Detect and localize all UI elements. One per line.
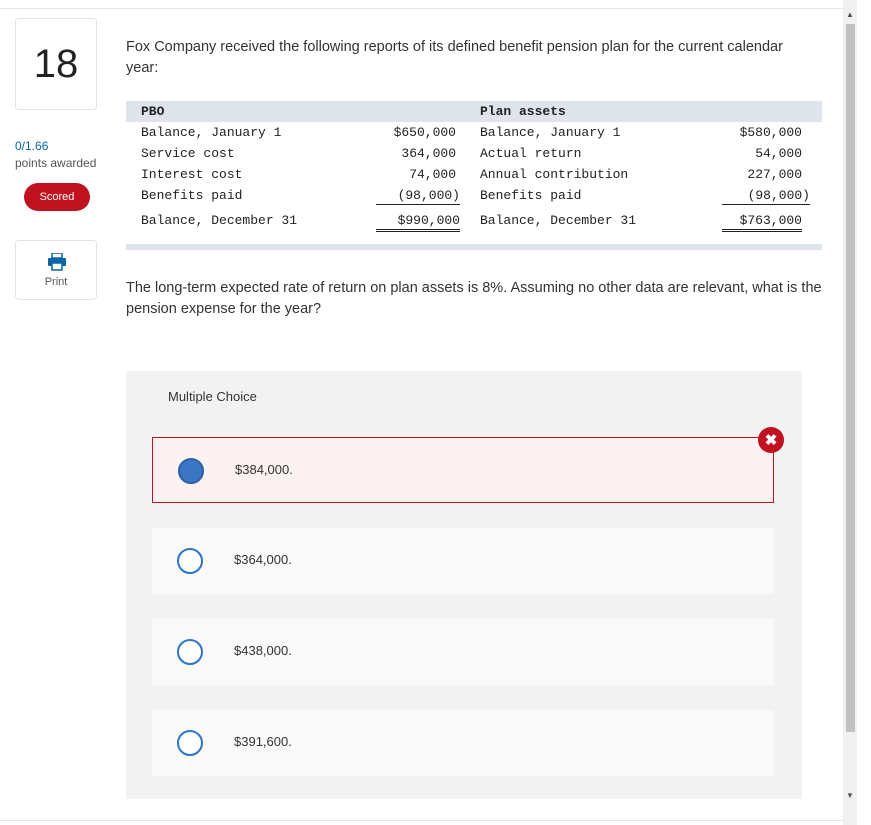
printer-icon: [47, 253, 67, 271]
pbo-row-value: $990,000: [376, 213, 460, 232]
pension-table: [126, 101, 822, 250]
scored-badge: Scored: [24, 183, 90, 211]
pbo-header: PBO: [141, 104, 165, 119]
answer-option-text: $438,000.: [234, 643, 292, 658]
radio-button[interactable]: [177, 730, 203, 756]
assets-row-label: Annual contribution: [480, 167, 629, 182]
top-divider: [0, 8, 843, 9]
pbo-row-value: 364,000: [401, 146, 456, 161]
print-label: Print: [44, 276, 68, 288]
pbo-row-value: $650,000: [393, 125, 456, 140]
assets-row-label: Balance, January 1: [480, 125, 621, 140]
answer-option-text: $391,600.: [234, 734, 292, 749]
plan-assets-header: Plan assets: [480, 104, 566, 119]
answer-option-text: $364,000.: [234, 552, 292, 567]
pbo-row-label: Service cost: [141, 146, 235, 161]
x-icon: ✖: [758, 427, 784, 453]
points-value: 0/1.66: [15, 139, 49, 153]
pbo-row-value: (98,000): [376, 188, 460, 205]
table-footer-bar: [126, 244, 822, 250]
assets-row-label: Benefits paid: [480, 188, 582, 203]
assets-row-label: Actual return: [480, 146, 582, 161]
points-label: points awarded: [15, 156, 97, 170]
multiple-choice-panel: [126, 371, 802, 799]
bottom-divider: [0, 820, 843, 821]
answer-option[interactable]: [152, 528, 774, 594]
pbo-row-label: Interest cost: [141, 167, 243, 182]
pbo-row-label: Balance, December 31: [141, 213, 298, 228]
pbo-row-label: Benefits paid: [141, 188, 243, 203]
assets-row-value: 227,000: [747, 167, 802, 182]
answer-option[interactable]: [152, 619, 774, 685]
question-intro: Fox Company received the following reports of its defined benefit pension plan for the current calendar year:: [126, 39, 783, 76]
assets-row-value: $580,000: [739, 125, 802, 140]
radio-button[interactable]: [177, 548, 203, 574]
scroll-up-icon[interactable]: ▲: [846, 10, 854, 19]
assets-row-label: Balance, December 31: [480, 213, 637, 228]
pbo-row-label: Balance, January 1: [141, 125, 282, 140]
table-header-row: [126, 101, 822, 122]
print-button[interactable]: [15, 240, 97, 300]
scrollbar-thumb[interactable]: [846, 24, 855, 732]
scroll-down-icon[interactable]: ▼: [846, 791, 854, 800]
assets-row-value: (98,000): [722, 188, 810, 205]
assets-row-value: 54,000: [755, 146, 802, 161]
question-number: 18: [15, 18, 97, 110]
pbo-row-value: 74,000: [409, 167, 456, 182]
answer-option[interactable]: [152, 437, 774, 503]
assets-row-value: $763,000: [722, 213, 802, 232]
answer-option[interactable]: [152, 710, 774, 776]
question-prompt: The long-term expected rate of return on plan assets is 8%. Assuming no other data are relevant, what is the pension expense for the year?: [126, 280, 822, 317]
radio-selected[interactable]: [178, 458, 204, 484]
answer-option-text: $384,000.: [235, 462, 293, 477]
radio-button[interactable]: [177, 639, 203, 665]
multiple-choice-label: Multiple Choice: [168, 389, 257, 404]
